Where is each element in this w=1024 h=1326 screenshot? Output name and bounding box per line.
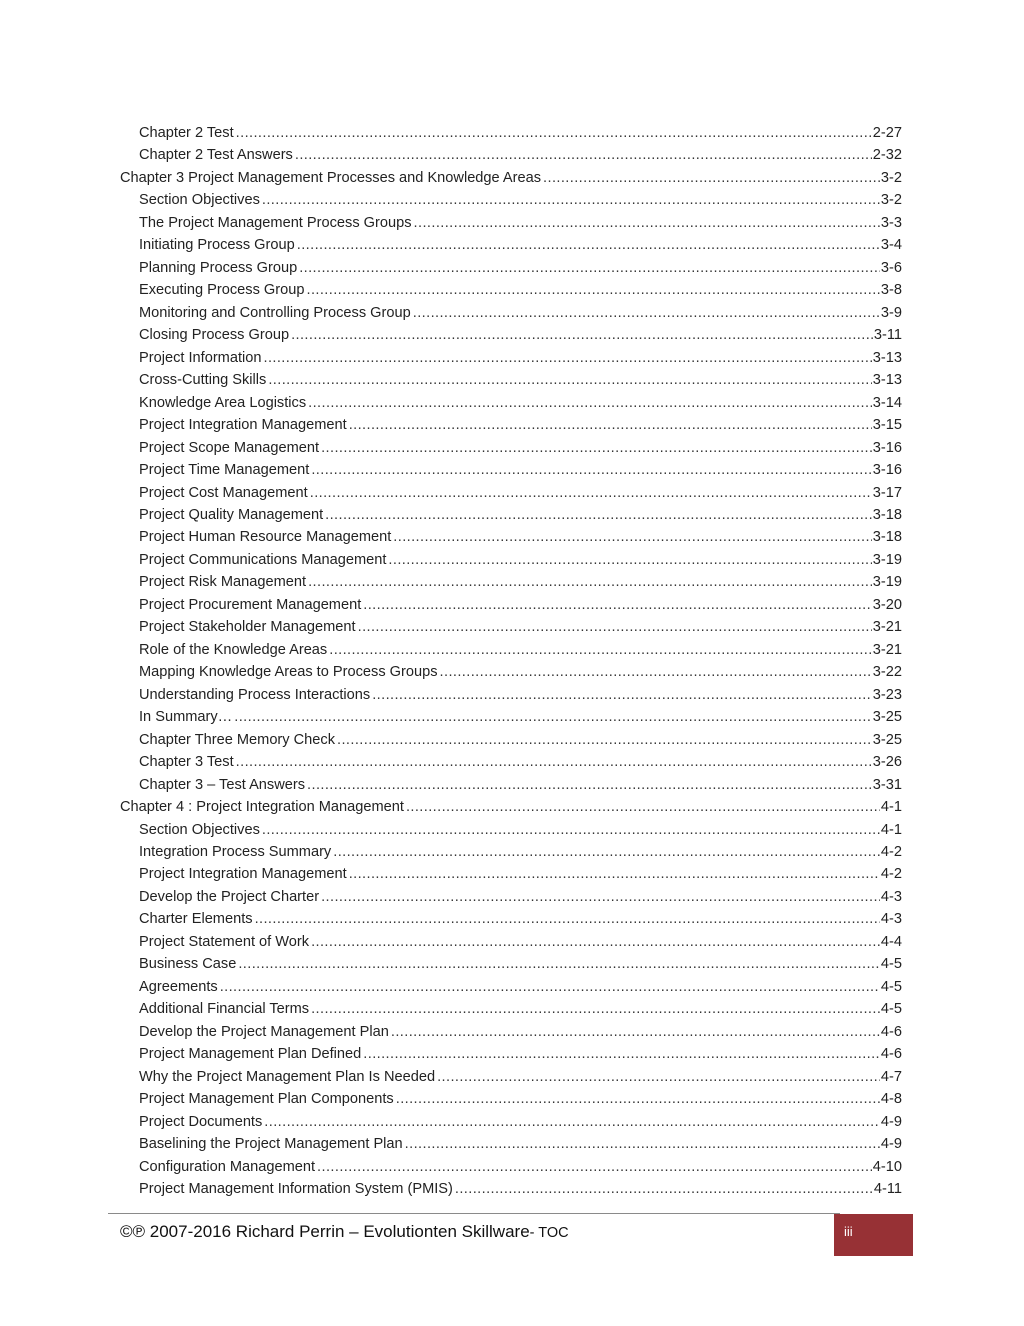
toc-entry-title: Project Statement of Work: [139, 933, 310, 950]
footer-copyright: [120, 1222, 569, 1242]
toc-dot-leader: [238, 953, 880, 975]
toc-section-entry[interactable]: [120, 347, 902, 369]
toc-entry-page: 3-22: [872, 664, 902, 681]
toc-dot-leader: [262, 819, 880, 841]
toc-section-entry[interactable]: [120, 279, 902, 301]
toc-dot-leader: [337, 729, 872, 751]
toc-dot-leader: [220, 976, 880, 998]
toc-dot-leader: [264, 1111, 880, 1133]
toc-dot-leader: [413, 302, 880, 324]
toc-entry-title: Chapter 3 Project Management Processes and Knowledge Areas: [120, 169, 542, 186]
toc-entry-title: Agreements: [139, 978, 218, 995]
toc-dot-leader: [406, 796, 880, 818]
toc-entry-page: 4-3: [880, 911, 902, 928]
toc-entry-title: Monitoring and Controlling Process Group: [139, 304, 411, 321]
toc-entry-page: 3-2: [880, 192, 902, 209]
toc-dot-leader: [306, 279, 879, 301]
toc-entry-page: 2-27: [872, 125, 902, 141]
toc-entry-page: 3-20: [872, 596, 902, 613]
toc-section-entry[interactable]: [120, 863, 902, 885]
toc-entry-page: 3-26: [872, 754, 902, 771]
toc-chapter-entry[interactable]: [120, 167, 902, 189]
toc-entry-title: Initiating Process Group: [139, 237, 295, 254]
toc-entry-page: 4-1: [880, 799, 902, 816]
toc-entry-page: 3-14: [872, 394, 902, 411]
toc-entry-page: 4-9: [880, 1113, 902, 1130]
toc-section-entry[interactable]: [120, 1111, 902, 1133]
toc-section-entry[interactable]: [120, 324, 902, 346]
toc-entry-title: Project Communications Management: [139, 551, 387, 568]
toc-dot-leader: [388, 549, 871, 571]
toc-entry-title: The Project Management Process Groups: [139, 214, 412, 231]
toc-section-entry[interactable]: [120, 729, 902, 751]
toc-entry-title: In Summary…: [139, 709, 233, 726]
toc-entry-page: 3-15: [872, 417, 902, 434]
page-number: iii: [844, 1224, 853, 1239]
toc-entry-page: 4-10: [872, 1158, 902, 1175]
toc-entry-page: 4-3: [880, 888, 902, 905]
toc-section-entry[interactable]: [120, 437, 902, 459]
toc-entry-title: Project Cost Management: [139, 484, 308, 501]
toc-section-entry[interactable]: [120, 594, 902, 616]
toc-section-entry[interactable]: [120, 616, 902, 638]
toc-entry-title: Knowledge Area Logistics: [139, 394, 307, 411]
toc-dot-leader: [329, 639, 872, 661]
toc-dot-leader: [363, 594, 872, 616]
toc-dot-leader: [321, 886, 880, 908]
toc-entry-title: Configuration Management: [139, 1158, 316, 1175]
toc-entry-page: 3-6: [880, 259, 902, 276]
toc-entry-title: Integration Process Summary: [139, 844, 332, 860]
toc-entry-page: 3-11: [873, 327, 902, 344]
toc-entry-title: Why the Project Management Plan Is Needed: [139, 1068, 436, 1085]
toc-entry-title: Charter Elements: [139, 911, 253, 928]
toc-section-entry[interactable]: [120, 234, 902, 256]
toc-dot-leader: [440, 661, 872, 683]
toc-section-entry[interactable]: [120, 122, 902, 144]
toc-entry-page: 3-2: [880, 169, 902, 186]
toc-section-entry[interactable]: [120, 1021, 902, 1043]
footer-divider: [108, 1213, 840, 1214]
toc-entry-page: 3-3: [880, 214, 902, 231]
toc-entry-title: Chapter 3 – Test Answers: [139, 776, 306, 793]
toc-section-entry[interactable]: [120, 661, 902, 683]
toc-entry-title: Understanding Process Interactions: [139, 686, 371, 703]
toc-section-entry[interactable]: [120, 706, 902, 728]
toc-chapter-entry[interactable]: [120, 796, 902, 818]
toc-entry-title: Develop the Project Management Plan: [139, 1023, 389, 1040]
toc-section-entry[interactable]: [120, 998, 902, 1020]
toc-dot-leader: [391, 1021, 880, 1043]
toc-entry-title: Project Procurement Management: [139, 596, 362, 613]
toc-dot-leader: [299, 257, 880, 279]
toc-dot-leader: [236, 751, 872, 773]
toc-entry-title: Project Risk Management: [139, 574, 307, 591]
toc-dot-leader: [311, 931, 880, 953]
toc-section-entry[interactable]: [120, 144, 902, 166]
toc-entry-title: Project Integration Management: [139, 866, 347, 883]
toc-entry-page: 3-18: [872, 506, 902, 523]
toc-dot-leader: [414, 212, 880, 234]
toc-entry-page: 4-5: [880, 956, 902, 973]
toc-dot-leader: [405, 1133, 880, 1155]
toc-section-entry[interactable]: [120, 841, 902, 863]
toc-entry-title: Project Stakeholder Management: [139, 619, 356, 636]
toc-section-entry[interactable]: [120, 257, 902, 279]
toc-entry-title: Role of the Knowledge Areas: [139, 641, 328, 658]
toc-section-entry[interactable]: [120, 1156, 902, 1178]
toc-entry-page: 4-7: [880, 1068, 902, 1085]
toc-section-entry[interactable]: [120, 908, 902, 930]
toc-section-entry[interactable]: [120, 369, 902, 391]
toc-section-entry[interactable]: [120, 774, 902, 796]
toc-dot-leader: [308, 571, 872, 593]
toc-entry-page: 3-25: [872, 709, 902, 726]
toc-dot-leader: [455, 1178, 873, 1200]
toc-dot-leader: [262, 189, 880, 211]
toc-dot-leader: [268, 369, 871, 391]
toc-entry-title: Develop the Project Charter: [139, 888, 320, 905]
toc-dot-leader: [255, 908, 880, 930]
toc-entry-title: Project Quality Management: [139, 506, 324, 523]
toc-dot-leader: [321, 437, 872, 459]
toc-dot-leader: [349, 863, 880, 885]
toc-entry-title: Project Management Plan Components: [139, 1091, 394, 1108]
toc-entry-page: 4-6: [880, 1046, 902, 1063]
toc-dot-leader: [291, 324, 873, 346]
table-of-contents: [120, 122, 902, 1201]
toc-entry-title: Chapter 2 Test Answers: [139, 147, 293, 164]
toc-dot-leader: [325, 504, 872, 526]
toc-entry-title: Chapter 2 Test: [139, 125, 234, 141]
toc-entry-page: 4-2: [880, 866, 902, 883]
toc-entry-page: 4-11: [873, 1181, 902, 1198]
toc-section-entry[interactable]: [120, 1178, 902, 1200]
toc-entry-page: 3-23: [872, 686, 902, 703]
toc-dot-leader: [307, 774, 872, 796]
toc-entry-page: 4-5: [880, 1001, 902, 1018]
toc-entry-title: Project Human Resource Management: [139, 529, 392, 546]
toc-entry-page: 3-21: [872, 641, 902, 658]
toc-dot-leader: [437, 1066, 880, 1088]
toc-entry-page: 3-18: [872, 529, 902, 546]
toc-entry-page: 3-17: [872, 484, 902, 501]
toc-entry-page: 3-19: [872, 551, 902, 568]
toc-entry-page: 3-19: [872, 574, 902, 591]
toc-entry-title: Baselining the Project Management Plan: [139, 1136, 403, 1153]
toc-dot-leader: [349, 414, 872, 436]
toc-dot-leader: [396, 1088, 880, 1110]
toc-entry-page: 3-16: [872, 439, 902, 456]
toc-section-entry[interactable]: [120, 392, 902, 414]
toc-section-entry[interactable]: [120, 571, 902, 593]
toc-section-entry[interactable]: [120, 1088, 902, 1110]
toc-entry-page: 3-4: [880, 237, 902, 254]
toc-dot-leader: [333, 841, 880, 863]
toc-section-entry[interactable]: [120, 1066, 902, 1088]
toc-entry-page: 3-8: [880, 282, 902, 299]
toc-dot-leader: [372, 684, 872, 706]
toc-entry-title: Chapter Three Memory Check: [139, 731, 336, 748]
toc-section-entry[interactable]: [120, 549, 902, 571]
toc-entry-title: Project Management Plan Defined: [139, 1046, 362, 1063]
toc-entry-title: Project Documents: [139, 1113, 263, 1130]
toc-section-entry[interactable]: [120, 189, 902, 211]
toc-dot-leader: [363, 1043, 880, 1065]
toc-dot-leader: [393, 526, 872, 548]
toc-section-entry[interactable]: [120, 639, 902, 661]
toc-entry-title: Section Objectives: [139, 821, 260, 838]
toc-dot-leader: [308, 392, 872, 414]
toc-dot-leader: [234, 706, 872, 728]
footer-section-label: - TOC: [529, 1225, 569, 1241]
toc-section-entry[interactable]: [120, 886, 902, 908]
toc-section-entry[interactable]: [120, 459, 902, 481]
toc-entry-page: 4-1: [880, 821, 902, 838]
toc-entry-page: 3-9: [880, 304, 902, 321]
toc-entry-title: Project Management Information System (PMIS): [139, 1181, 453, 1198]
toc-dot-leader: [297, 234, 880, 256]
toc-section-entry[interactable]: [120, 1043, 902, 1065]
toc-section-entry[interactable]: [120, 931, 902, 953]
toc-section-entry[interactable]: [120, 414, 902, 436]
toc-entry-title: Closing Process Group: [139, 327, 290, 344]
toc-section-entry[interactable]: [120, 751, 902, 773]
toc-entry-page: 2-32: [872, 147, 902, 164]
toc-dot-leader: [295, 144, 872, 166]
toc-entry-page: 3-13: [872, 349, 902, 366]
toc-entry-page: 3-13: [872, 372, 902, 389]
toc-entry-page: 3-16: [872, 462, 902, 479]
toc-entry-page: 3-21: [872, 619, 902, 636]
toc-entry-title: Executing Process Group: [139, 282, 305, 299]
toc-entry-title: Project Time Management: [139, 462, 310, 479]
toc-entry-title: Cross-Cutting Skills: [139, 372, 267, 389]
toc-dot-leader: [317, 1156, 872, 1178]
toc-entry-page: 4-6: [880, 1023, 902, 1040]
toc-section-entry[interactable]: [120, 976, 902, 998]
toc-dot-leader: [263, 347, 871, 369]
toc-entry-title: Project Scope Management: [139, 439, 320, 456]
toc-section-entry[interactable]: [120, 819, 902, 841]
toc-entry-title: Planning Process Group: [139, 259, 298, 276]
toc-entry-title: Additional Financial Terms: [139, 1001, 310, 1018]
toc-section-entry[interactable]: [120, 1133, 902, 1155]
toc-dot-leader: [311, 459, 871, 481]
toc-section-entry[interactable]: [120, 482, 902, 504]
toc-entry-page: 4-5: [880, 978, 902, 995]
toc-dot-leader: [310, 482, 872, 504]
toc-entry-title: Business Case: [139, 956, 237, 973]
toc-entry-title: Project Information: [139, 349, 262, 366]
toc-section-entry[interactable]: [120, 684, 902, 706]
toc-entry-page: 4-9: [880, 1136, 902, 1153]
toc-entry-page: 4-8: [880, 1091, 902, 1108]
footer-copyright-text: ©℗ 2007-2016 Richard Perrin – Evolutionten Skillware: [120, 1222, 530, 1241]
toc-entry-page: 4-2: [880, 844, 902, 860]
toc-entry-title: Chapter 4 : Project Integration Management: [120, 799, 404, 816]
toc-dot-leader: [543, 167, 880, 189]
toc-entry-title: Section Objectives: [139, 192, 260, 209]
toc-entry-title: Mapping Knowledge Areas to Process Groups: [139, 664, 438, 681]
toc-section-entry[interactable]: [120, 212, 902, 234]
toc-entry-page: 3-31: [872, 776, 902, 793]
toc-dot-leader: [358, 616, 872, 638]
toc-entry-title: Project Integration Management: [139, 417, 347, 434]
toc-section-entry[interactable]: [120, 953, 902, 975]
toc-section-entry[interactable]: [120, 526, 902, 548]
toc-dot-leader: [236, 122, 872, 144]
page-number-badge: [834, 1214, 913, 1256]
toc-dot-leader: [311, 998, 880, 1020]
toc-section-entry[interactable]: [120, 504, 902, 526]
toc-section-entry[interactable]: [120, 302, 902, 324]
toc-entry-page: 4-4: [880, 933, 902, 950]
toc-entry-title: Chapter 3 Test: [139, 754, 234, 771]
toc-entry-page: 3-25: [872, 731, 902, 748]
